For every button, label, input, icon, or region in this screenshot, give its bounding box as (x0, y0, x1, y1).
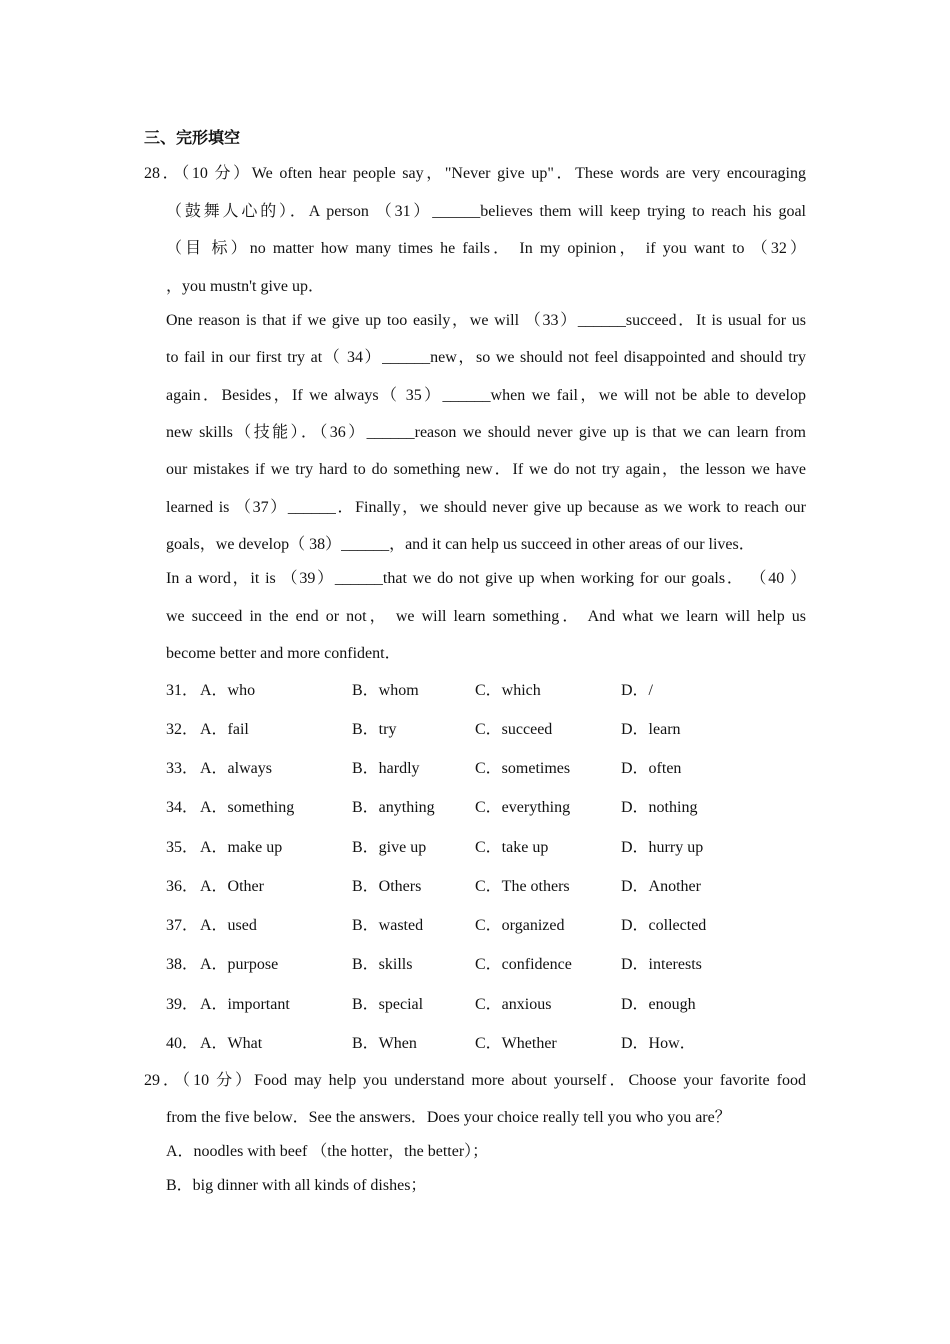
option-b: B．anything (352, 799, 435, 816)
option-c: C．take up (475, 839, 549, 856)
q28-line-13: we succeed in the end or not， we will learn something． And what we learn will help us (166, 608, 806, 625)
option-number: 33． (166, 760, 199, 777)
option-a: A．who (200, 682, 256, 699)
option-row-40 (166, 1030, 786, 1052)
option-d: D．learn (621, 721, 681, 738)
option-a: A．make up (200, 839, 283, 856)
option-a: A．fail (200, 721, 249, 738)
option-number: 35． (166, 839, 199, 856)
option-number: 31． (166, 682, 199, 699)
option-row-38 (166, 951, 786, 973)
option-number: 32． (166, 721, 199, 738)
option-number: 38． (166, 956, 199, 973)
q29-option-a: A．noodles with beef （the hotter，the better）； (166, 1143, 489, 1160)
option-b: B．hardly (352, 760, 420, 777)
option-row-32 (166, 716, 786, 738)
q28-line-8: new skills（技能）．（36）______reason we should never give up is that we can learn from (166, 424, 806, 441)
option-number: 36． (166, 878, 199, 895)
q28-line-3: （目 标）no matter how many times he fails． In my opinion， if you want to （32） (166, 240, 806, 257)
option-d: D．How． (621, 1035, 696, 1052)
q28-line-10: learned is （37）______．Finally，we should never give up because as we work to reach our (166, 499, 806, 516)
option-c: C．The others (475, 878, 570, 895)
section-title: 三、完形填空 (144, 128, 241, 147)
option-a: A．Other (200, 878, 264, 895)
q28-line-5: One reason is that if we give up too easily，we will （33）______succeed．It is usual for us (166, 312, 806, 329)
option-c: C．which (475, 682, 541, 699)
option-c: C．everything (475, 799, 571, 816)
option-c: C．Whether (475, 1035, 557, 1052)
option-a: A．always (200, 760, 272, 777)
option-c: C．succeed (475, 721, 553, 738)
option-c: C．sometimes (475, 760, 571, 777)
option-number: 34． (166, 799, 199, 816)
q29-option-b: B．big dinner with all kinds of dishes； (166, 1177, 427, 1194)
option-d: D．collected (621, 917, 707, 934)
option-a: A．purpose (200, 956, 279, 973)
option-b: B．skills (352, 956, 413, 973)
option-number: 37． (166, 917, 199, 934)
option-b: B．give up (352, 839, 427, 856)
option-row-34 (166, 794, 786, 816)
q28-line-9: our mistakes if we try hard to do something new．If we do not try again，the lesson we have (166, 461, 806, 478)
q28-line-7: again．Besides，If we always（ 35）______when we fail，we will not be able to develop (166, 387, 806, 404)
option-row-33 (166, 755, 786, 777)
option-b: B．try (352, 721, 397, 738)
option-a: A．something (200, 799, 295, 816)
option-c: C．organized (475, 917, 565, 934)
q29-line-2: from the five below．See the answers．Does your choice really tell you who you are？ (166, 1109, 731, 1126)
option-number: 39． (166, 996, 199, 1013)
q29-line-1: 29．（10 分）Food may help you understand more about yourself．Choose your favorite food (144, 1072, 806, 1089)
option-a: A．important (200, 996, 290, 1013)
option-row-36 (166, 873, 786, 895)
option-a: A．used (200, 917, 257, 934)
option-b: B．When (352, 1035, 417, 1052)
option-c: C．anxious (475, 996, 552, 1013)
option-a: A．What (200, 1035, 263, 1052)
option-b: B．special (352, 996, 424, 1013)
option-d: D．often (621, 760, 682, 777)
option-d: D．Another (621, 878, 701, 895)
q28-line-1: 28．（10 分）We often hear people say，"Never give up"．These words are very encouraging (144, 165, 806, 182)
option-row-35 (166, 834, 786, 856)
q28-line-11: goals，we develop（ 38）______，and it can help us succeed in other areas of our lives． (166, 536, 755, 553)
q28-line-14: become better and more confident． (166, 645, 401, 662)
option-d: D．hurry up (621, 839, 704, 856)
option-b: B．wasted (352, 917, 424, 934)
option-number: 40． (166, 1035, 199, 1052)
option-b: B．Others (352, 878, 422, 895)
q28-line-4: ，you mustn't give up． (166, 278, 324, 295)
option-c: C．confidence (475, 956, 572, 973)
option-d: D．nothing (621, 799, 698, 816)
option-row-31 (166, 677, 786, 699)
option-b: B．whom (352, 682, 419, 699)
option-row-39 (166, 991, 786, 1013)
option-d: D．/ (621, 682, 654, 699)
option-d: D．enough (621, 996, 696, 1013)
option-d: D．interests (621, 956, 702, 973)
q28-line-12: In a word，it is （39）______that we do not give up when working for our goals． （40 ） (166, 570, 806, 587)
option-row-37 (166, 912, 786, 934)
q28-line-2: （鼓舞人心的）．A person （31）______believes them will keep trying to reach his goal (166, 203, 806, 220)
q28-line-6: to fail in our first try at（ 34）______new，so we should not feel disappointed and should try (166, 349, 806, 366)
